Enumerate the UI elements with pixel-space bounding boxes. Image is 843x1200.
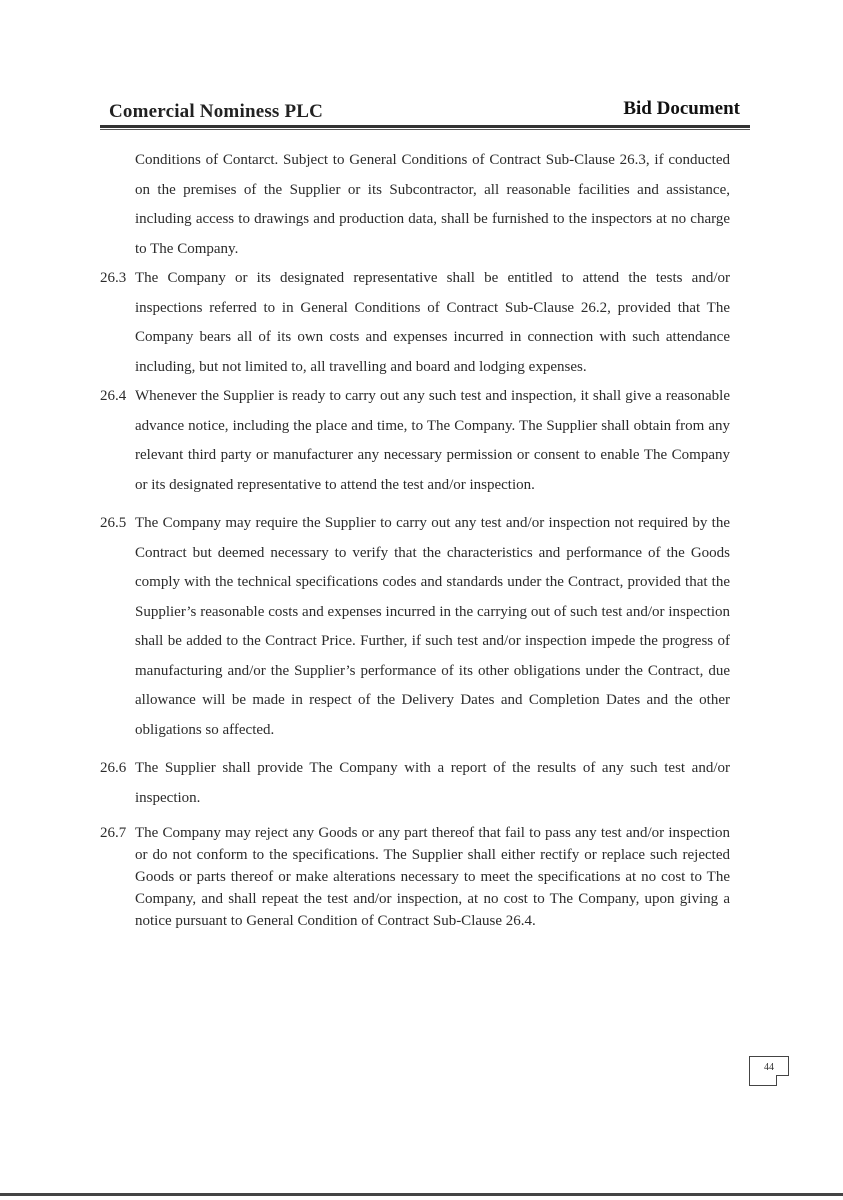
page-header [107,98,750,126]
clause-number: 26.6 [100,760,127,776]
folded-corner-icon [776,1075,789,1086]
clause-26-6 [100,754,730,813]
company-name: Comercial Nominess PLC [109,101,324,122]
clause-26-5 [100,509,730,745]
clause-number: 26.5 [100,515,127,531]
clause-26-4 [100,382,730,500]
header-rule [100,125,750,128]
clause-26-7 [100,822,730,932]
clause-number: 26.7 [100,825,127,841]
clause-number: 26.4 [100,388,127,404]
clause-text: The Supplier shall provide The Company with a report of the results of any such test and/or inspection. [135,760,730,806]
document-type: Bid Document [623,98,740,119]
continuation-text: Conditions of Contarct. Subject to General Conditions of Contract Sub-Clause 26.3, if conducted on the premises of the Supplier or its Subcontractor, all reasonable facilities and assistance, including access to drawings and production data, shall be furnished to the inspectors at no charge to The Company. [135,152,730,257]
bottom-edge [0,1193,843,1196]
header-rule-thin [100,129,750,130]
clause-26-3 [100,264,730,382]
clause-text: The Company may reject any Goods or any part thereof that fail to pass any test and/or inspection or do not conform to the specifications. The Supplier shall either rectify or replace such rejected Goods or parts thereof or make alterations necessary to meet the specifications at no cost to The Company, and shall repeat the test and/or inspection, at no cost to The Company, upon giving a notice pursuant to General Condition of Contract Sub-Clause 26.4. [135,825,730,929]
clause-text: The Company or its designated representative shall be entitled to attend the tests and/or inspections referred to in General Conditions of Contract Sub-Clause 26.2, provided that The Company bears all of its own costs and expenses incurred in connection with such attendance including, but not limited to, all travelling and board and lodging expenses. [135,270,730,375]
continuation-paragraph [100,146,730,264]
document-body [100,146,730,932]
clause-number: 26.3 [100,270,127,286]
page-number-box [749,1056,789,1086]
clause-text: Whenever the Supplier is ready to carry out any such test and inspection, it shall give a reasonable advance notice, including the place and time, to The Company. The Supplier shall obtain from any relevant third party or manufacturer any necessary permission or consent to enable The Company or its designated representative to attend the test and/or inspection. [135,388,730,493]
page-number: 44 [764,1062,774,1073]
clause-text: The Company may require the Supplier to carry out any test and/or inspection not required by the Contract but deemed necessary to verify that the characteristics and performance of the Goods comply with the technical specifications codes and standards under the Contract, provided that the Supplier’s reasonable costs and expenses incurred in the carrying out of such test and/or inspection shall be added to the Contract Price. Further, if such test and/or inspection impede the progress of manufacturing and/or the Supplier’s performance of its other obligations under the Contract, due allowance will be made in respect of the Delivery Dates and Completion Dates and the other obligations so affected. [135,515,730,738]
